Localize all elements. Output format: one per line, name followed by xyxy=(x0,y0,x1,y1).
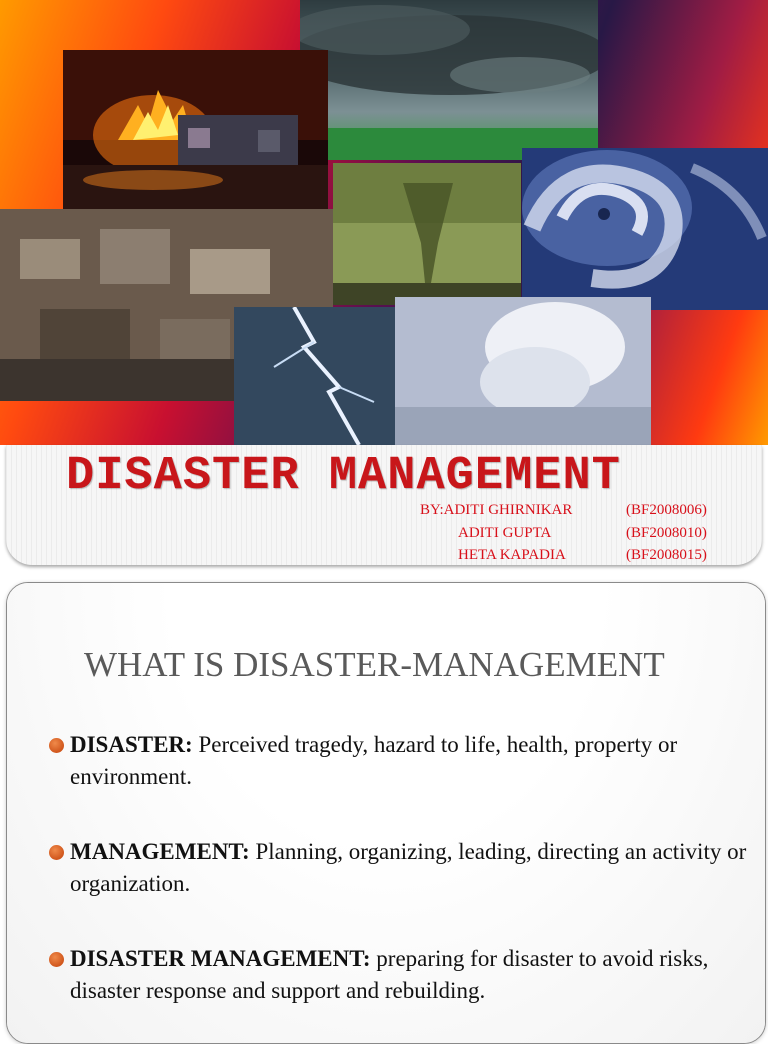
bullet-text: Perceived tragedy, hazard to life, health, property or environment. xyxy=(70,732,678,789)
author-id: (BF2008006) xyxy=(626,502,707,518)
volcanic-steam-photo xyxy=(395,297,651,445)
list-item xyxy=(47,836,747,900)
bullet-term: MANAGEMENT: xyxy=(70,839,250,864)
storm-cloud-photo xyxy=(300,0,598,160)
list-item xyxy=(47,943,747,1007)
author-name: ADITI GUPTA xyxy=(458,525,552,541)
bullet-text: Planning, organizing, leading, directing an activity or organization. xyxy=(70,839,747,896)
bullet-text: preparing for disaster to avoid risks, disaster response and support and rebuilding. xyxy=(70,946,709,1003)
hurricane-satellite-photo xyxy=(522,148,768,310)
house-fire-photo xyxy=(63,50,328,210)
bullet-term: DISASTER MANAGEMENT: xyxy=(70,946,371,971)
bullet-dot-icon xyxy=(49,845,64,860)
bullet-dot-icon xyxy=(49,952,64,967)
author-name: BY:ADITI GHIRNIKAR xyxy=(420,502,573,518)
lightning-photo xyxy=(234,307,412,445)
slide-heading: WHAT IS DISASTER-MANAGEMENT xyxy=(84,645,665,684)
tornado-photo xyxy=(333,163,521,305)
author-id: (BF2008015) xyxy=(626,547,707,563)
definition-list xyxy=(47,729,747,1044)
list-item xyxy=(47,729,747,793)
author-line xyxy=(420,502,707,519)
author-id: (BF2008010) xyxy=(626,525,707,541)
author-name: HETA KAPADIA xyxy=(458,547,566,563)
bullet-term: DISASTER: xyxy=(70,732,193,757)
author-line xyxy=(458,525,707,542)
definition-slide xyxy=(6,582,766,1044)
author-line xyxy=(458,547,707,564)
bullet-dot-icon xyxy=(49,738,64,753)
presentation-title: DISASTER MANAGEMENT xyxy=(66,450,621,503)
